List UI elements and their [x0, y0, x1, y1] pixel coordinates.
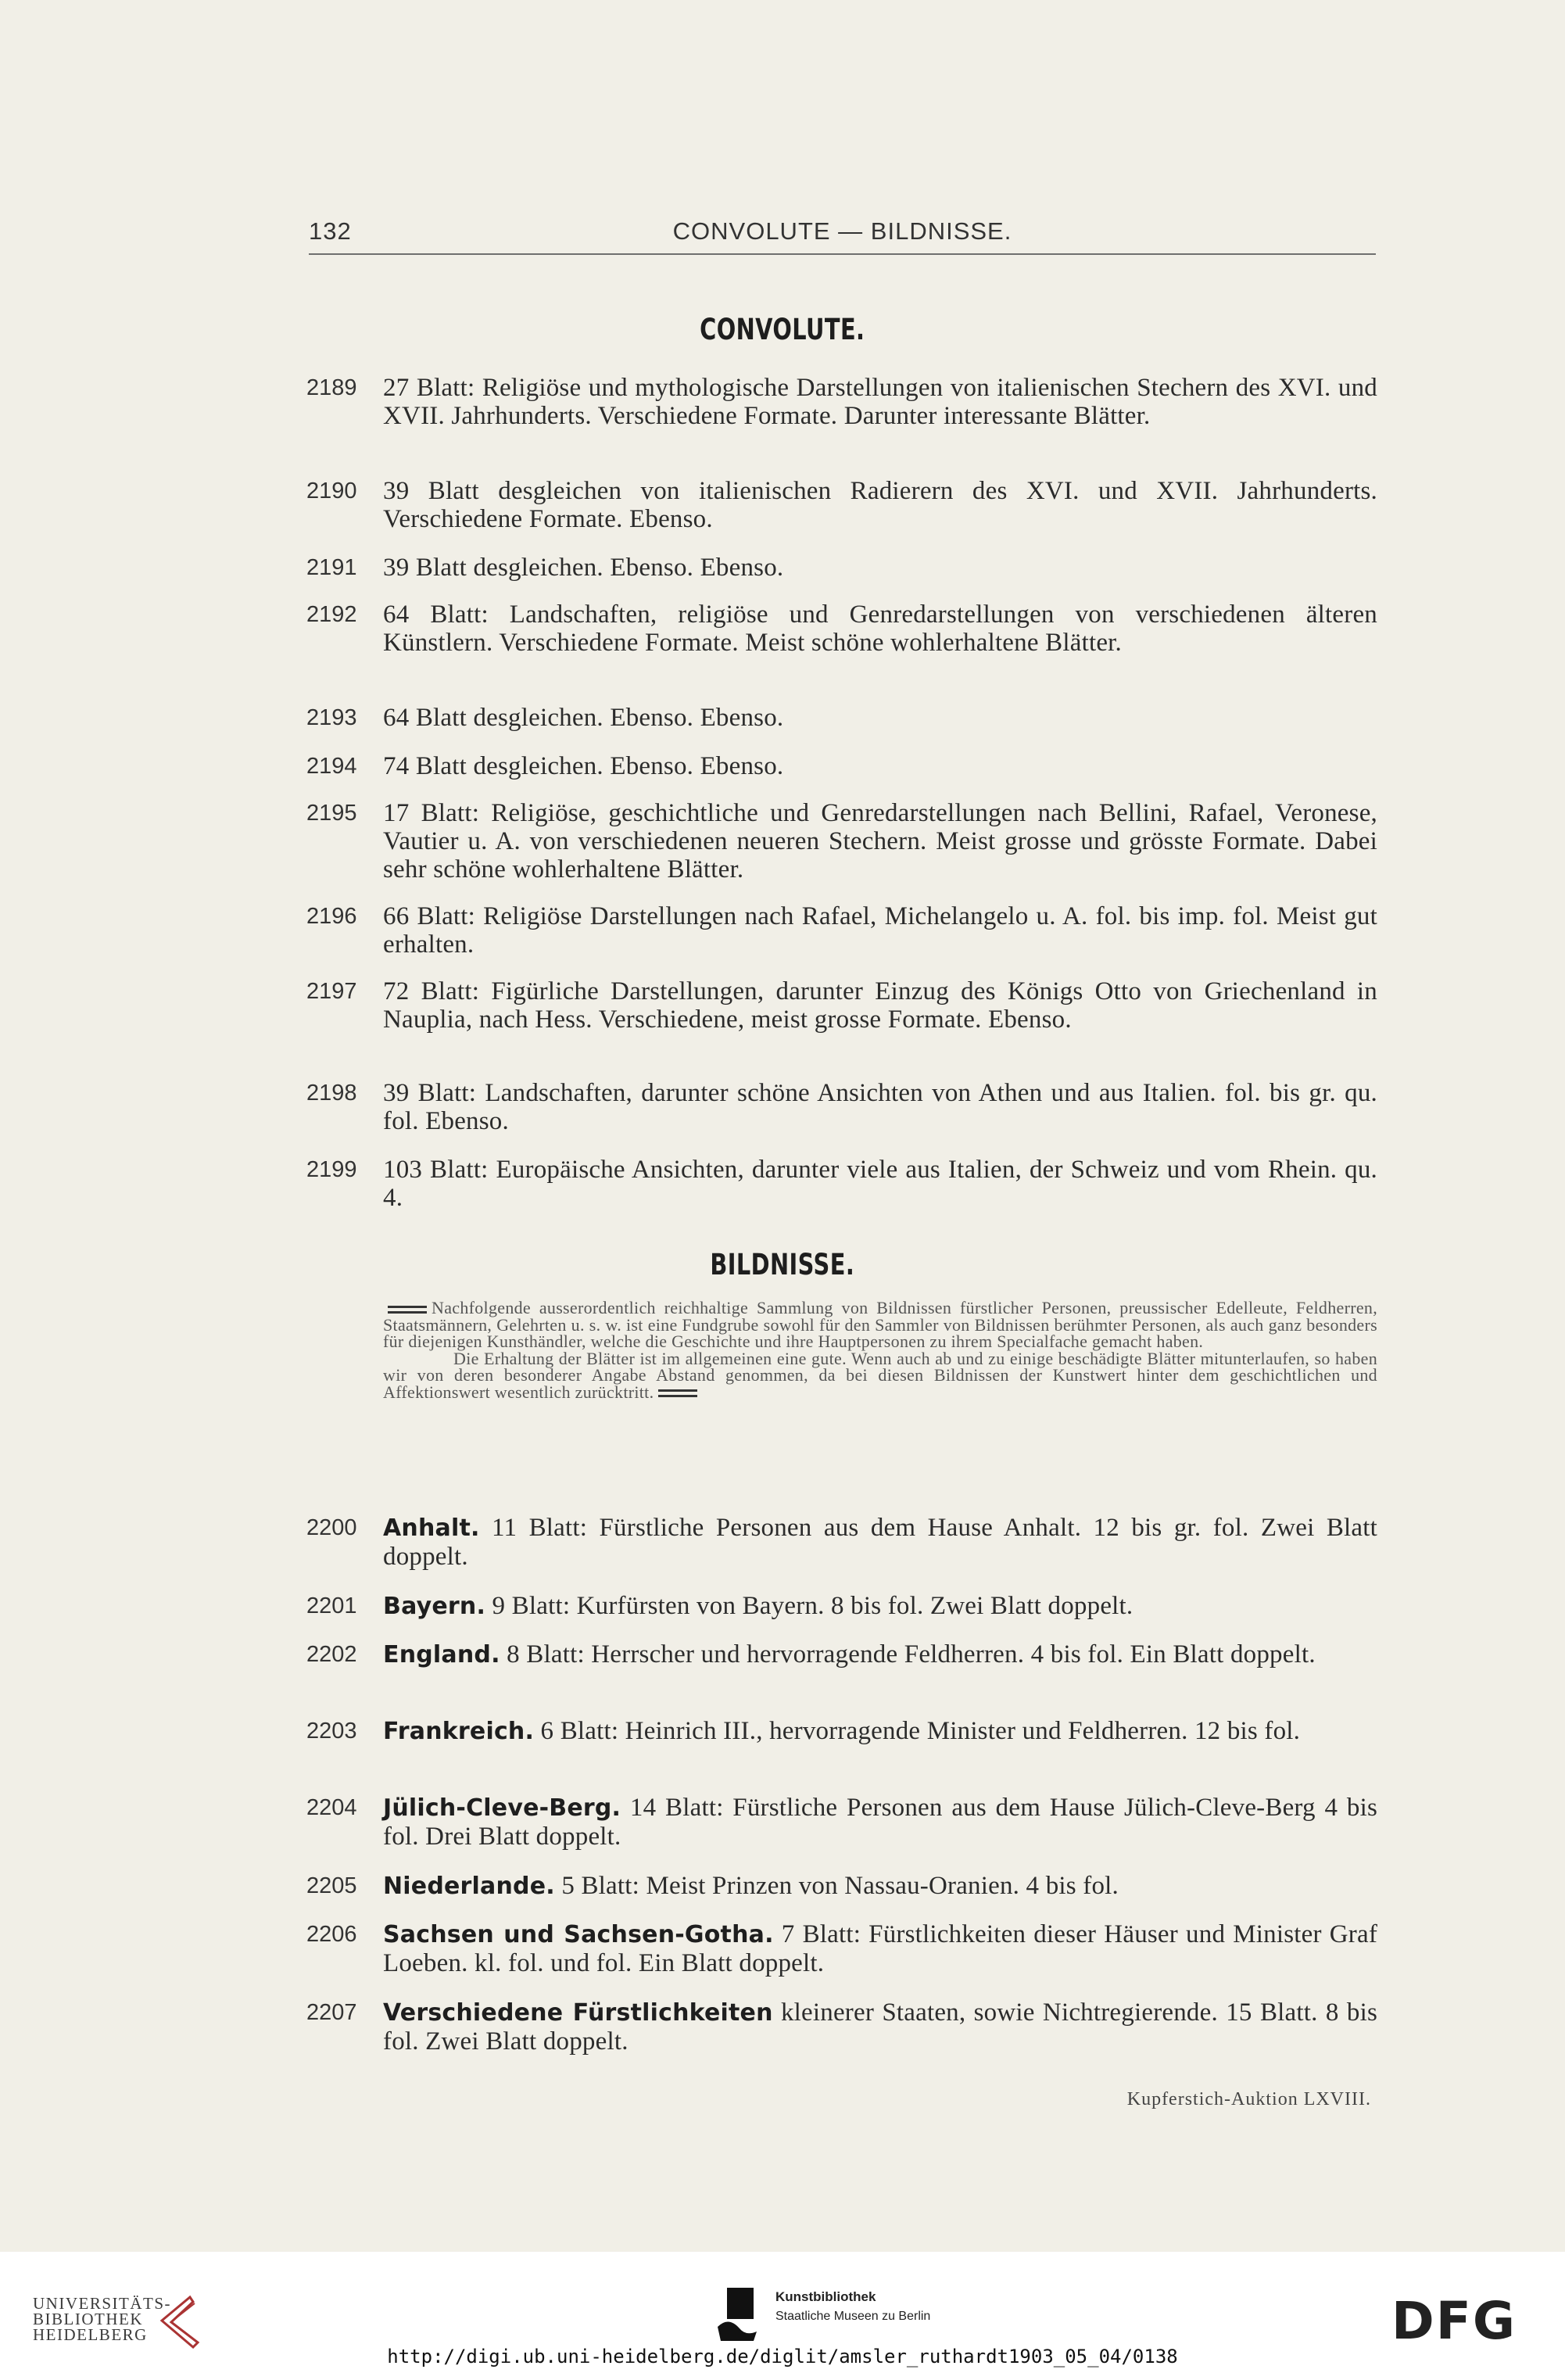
- kunstbibliothek-emblem-icon: [718, 2288, 760, 2341]
- entry-number: 2190: [306, 479, 357, 504]
- entry-number: 2189: [306, 375, 357, 400]
- entry-number: 2206: [306, 1922, 357, 1947]
- running-head: [309, 213, 1376, 255]
- entry-text: 14 Blatt: Fürstliche Personen aus dem Hause Jülich-Cleve-Berg 4 bis fol. Drei Blatt doppelt.: [383, 1794, 1377, 1851]
- entry-text: 6 Blatt: Heinrich III., hervorragende Minister und Feldherren. 12 bis fol.: [540, 1717, 1301, 1745]
- page-number: 132: [309, 217, 352, 245]
- entry-text: 39 Blatt desgleichen von italienischen Radierern des XVI. und XVII. Jahrhunderts. Verschiedene Formate. Ebenso.: [383, 477, 1377, 533]
- entry-text: 8 Blatt: Herrscher und hervorragende Feldherren. 4 bis fol. Ein Blatt doppelt.: [507, 1640, 1316, 1669]
- entry-text: 11 Blatt: Fürstliche Personen aus dem Hause Anhalt. 12 bis gr. fol. Zwei Blatt doppelt.: [383, 1514, 1378, 1571]
- entry-text: 72 Blatt: Figürliche Darstellungen, darunter Einzug des Königs Otto von Griechenland in Nauplia, nach Hess. Verschiedene, meist grosse Formate. Ebenso.: [383, 977, 1377, 1034]
- entry-text: 103 Blatt: Europäische Ansichten, darunter viele aus Italien, der Schweiz und vom Rhein. qu. 4.: [383, 1156, 1377, 1212]
- entry-text: 39 Blatt: Landschaften, darunter schöne Ansichten von Athen und aus Italien. fol. bis gr. qu. fol. Ebenso.: [383, 1079, 1377, 1135]
- double-rule-mark: [658, 1389, 697, 1397]
- entry-number: 2203: [306, 1719, 357, 1744]
- entry-name: Anhalt.: [383, 1514, 480, 1542]
- entry-name: Verschiedene Fürstlichkeiten: [383, 1999, 773, 2027]
- entry-text: 64 Blatt desgleichen. Ebenso. Ebenso.: [383, 704, 784, 732]
- catalog-entry: [306, 977, 1377, 1034]
- entry-number: 2194: [306, 754, 357, 779]
- entry-number: 2204: [306, 1795, 357, 1820]
- entry-text: 39 Blatt desgleichen. Ebenso. Ebenso.: [383, 554, 784, 582]
- heidelberg-emblem-icon: [154, 2292, 209, 2350]
- entry-number: 2195: [306, 801, 357, 826]
- catalog-entry: [306, 600, 1377, 657]
- entry-number: 2196: [306, 904, 357, 929]
- section-heading-convolute: CONVOLUTE.: [700, 313, 865, 346]
- entry-text: kleinerer Staaten, sowie Nichtregierende. 15 Blatt. 8 bis fol. Zwei Blatt doppelt.: [383, 1998, 1377, 2056]
- running-title: CONVOLUTE — BILDNISSE.: [672, 217, 1012, 245]
- entry-name: Niederlande.: [383, 1873, 555, 1900]
- catalog-entry: [306, 902, 1377, 959]
- entry-text: 64 Blatt: Landschaften, religiöse und Genredarstellungen von verschiedenen älteren Künstlern. Verschiedene Formate. Meist schöne wohlerhaltene Blätter.: [383, 600, 1377, 657]
- entry-number: 2207: [306, 2000, 357, 2025]
- catalog-entry: [306, 1872, 1377, 1901]
- catalog-entry: [306, 1998, 1377, 2056]
- catalog-entry: [306, 477, 1377, 533]
- note-paragraph: Nachfolgende ausserordentlich reichhaltige Sammlung von Bildnissen fürstlicher Personen, preussischer Edelleute, Feldherren, Staatsmännern, Gelehrten u. s. w. ist eine Fundgrube sowohl für den Sammler von Bildnissen berühmter Personen, als auch ganz besonders für diejenigen Kunsthändler, welche die Geschichte und ihre Hauptpersonen zu ihrem Specialfache gemacht haben.: [383, 1298, 1377, 1351]
- entry-number: 2201: [306, 1593, 357, 1618]
- dfg-logo[interactable]: DFG: [1391, 2291, 1517, 2351]
- viewer-footer: [0, 2252, 1565, 2380]
- kunstbibliothek-subtitle: Staatliche Museen zu Berlin: [775, 2310, 931, 2323]
- catalog-entry: [306, 752, 1377, 780]
- permalink-url[interactable]: http://digi.ub.uni-heidelberg.de/diglit/amsler_ruthardt1903_05_04/0138: [387, 2346, 1178, 2367]
- catalog-entry: [306, 1079, 1377, 1135]
- entry-number: 2197: [306, 979, 357, 1004]
- entry-number: 2205: [306, 1873, 357, 1898]
- university-library-logo[interactable]: [33, 2296, 171, 2342]
- entry-text: 66 Blatt: Religiöse Darstellungen nach Rafael, Michelangelo u. A. fol. bis imp. fol. Meist gut erhalten.: [383, 902, 1377, 959]
- entry-number: 2200: [306, 1515, 357, 1540]
- entry-number: 2198: [306, 1081, 357, 1106]
- catalog-entry: [306, 799, 1377, 884]
- entry-text: 74 Blatt desgleichen. Ebenso. Ebenso.: [383, 752, 784, 780]
- entry-number: 2192: [306, 602, 357, 627]
- catalog-entry: [306, 1156, 1377, 1212]
- catalog-entry: [306, 1514, 1377, 1571]
- entry-name: Bayern.: [383, 1593, 486, 1620]
- kunstbibliothek-name: Kunstbibliothek: [775, 2289, 876, 2304]
- logo-text-line: HEIDELBERG: [33, 2325, 148, 2344]
- catalog-entry: [306, 704, 1377, 732]
- entry-name: Jülich-Cleve-Berg.: [383, 1794, 621, 1822]
- entry-name: Frankreich.: [383, 1718, 535, 1745]
- logo-text-line: BIBLIOTHEK: [33, 2310, 143, 2328]
- catalog-entry: [306, 1592, 1377, 1621]
- note-paragraph: Die Erhaltung der Blätter ist im allgemeinen eine gute. Wenn auch ab und zu einige beschädigte Blätter mitunterlaufen, so haben wir von deren besonderer Angabe Abstand genommen, da bei diesen Bildnissen der Kunstwert hinter dem geschichtlichen und Affektionswert wesentlich zurücktritt.: [383, 1348, 1377, 1402]
- catalog-entry: [306, 1794, 1377, 1851]
- section-heading-bildnisse: BILDNISSE.: [710, 1248, 855, 1281]
- entry-text: 5 Blatt: Meist Prinzen von Nassau-Oranien. 4 bis fol.: [561, 1872, 1119, 1900]
- entry-number: 2191: [306, 555, 357, 580]
- catalog-signature: Kupferstich-Auktion LXVIII.: [1126, 2089, 1371, 2109]
- entry-name: Sachsen und Sachsen-Gotha.: [383, 1921, 774, 1948]
- catalog-entry: [306, 1717, 1377, 1746]
- entry-text: 17 Blatt: Religiöse, geschichtliche und Genredarstellungen nach Bellini, Rafael, Veronese, Vautier u. A. von verschiedenen neueren Stechern. Meist grosse und grösste Formate. Dabei sehr schöne wohlerhaltene Blätter.: [383, 799, 1377, 884]
- entry-number: 2199: [306, 1157, 357, 1182]
- entry-text: 27 Blatt: Religiöse und mythologische Darstellungen von italienischen Stechern des XVI. und XVII. Jahrhunderts. Verschiedene Formate. Darunter interessante Blätter.: [383, 374, 1377, 430]
- entry-number: 2193: [306, 705, 357, 730]
- entry-text: 9 Blatt: Kurfürsten von Bayern. 8 bis fol. Zwei Blatt doppelt.: [492, 1592, 1133, 1620]
- catalog-entry: [306, 1920, 1377, 1977]
- logo-text-line: UNIVERSITÄTS-: [33, 2294, 171, 2313]
- catalog-entry: [306, 1640, 1377, 1669]
- catalog-entry: [306, 374, 1377, 430]
- entry-text: 7 Blatt: Fürstlichkeiten dieser Häuser und Minister Graf Loeben. kl. fol. und fol. Ein Blatt doppelt.: [383, 1920, 1378, 1977]
- catalog-entry: [306, 554, 1377, 582]
- double-rule-mark: [388, 1306, 427, 1314]
- section-note: [383, 1299, 1377, 1400]
- entry-number: 2202: [306, 1642, 357, 1667]
- entry-name: England.: [383, 1641, 500, 1669]
